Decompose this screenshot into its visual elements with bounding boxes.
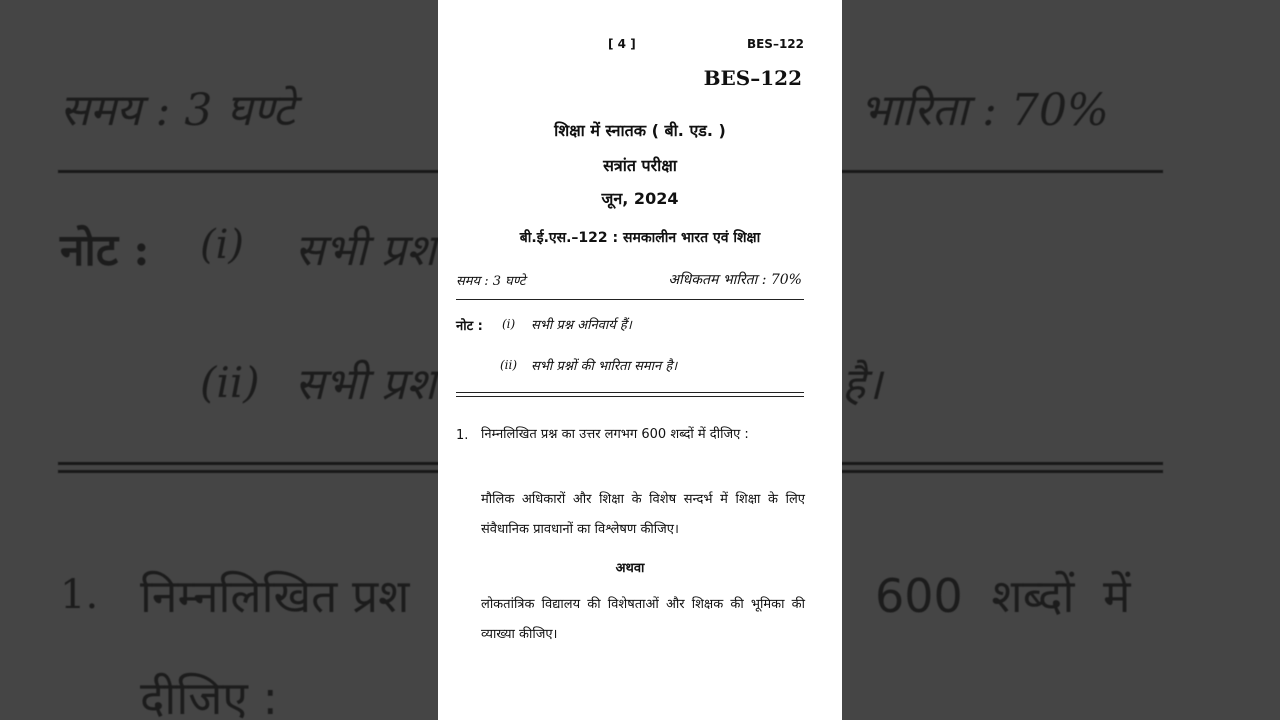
paper-code: BES–122 [703,66,802,90]
notes-divider-bottom [456,396,804,397]
bg-question-words: 600 शब्दों में [875,569,1131,623]
bg-weightage-text: भारिता : 70% [860,85,1109,136]
course-title: बी.ई.एस.–122 : समकालीन भारत एवं शिक्षा [519,230,761,246]
bg-note-ii-number: (ii) [200,358,260,407]
time-allowed: समय : 3 घण्टे [456,274,526,289]
maximum-weightage: अधिकतम भारिता : 70% [668,272,802,288]
note-i-text: सभी प्रश्न अनिवार्य हैं। [531,318,632,333]
question-number: 1. [456,428,469,443]
bg-note-label: नोट : [60,225,150,276]
bg-time-text: समय : 3 घण्टे [60,85,295,136]
header-divider [456,299,804,300]
bg-note-ii-end: है। [842,359,883,410]
note-label: नोट : [456,319,483,334]
bg-note-i-text: सभी प्रश [295,225,437,276]
note-ii-text: सभी प्रश्नों की भारिता समान है। [531,359,678,374]
note-ii-number: (ii) [500,358,518,372]
bg-question-number: 1. [60,572,99,618]
note-i-number: (i) [502,317,516,331]
or-separator: अथवा [615,561,645,576]
question-body: मौलिक अधिकारों और शिक्षा के विशेष सन्दर्भ में शिक्षा के लिए संवैधानिक प्रावधानों का विश्लेषण कीजिए। [481,492,805,537]
question-intro: निम्नलिखित प्रश्न का उत्तर लगभग 600 शब्दों में दीजिए : [481,427,749,442]
exam-session: जून, 2024 [601,189,679,208]
bg-question-text: निम्नलिखित प्रश [140,569,410,623]
exam-paper [438,0,842,720]
degree-title: शिक्षा में स्नातक ( बी. एड. ) [554,121,726,140]
bg-note-ii-text: सभी प्रश [295,359,437,410]
question-alternative: लोकतांत्रिक विद्यालय की विशेषताओं और शिक्षक की भूमिका की व्याख्या कीजिए। [481,597,805,642]
page-number: [ 4 ] [608,37,636,51]
bg-question-continuation: दीजिए : [140,671,278,720]
notes-divider-top [456,392,804,393]
exam-title: सत्रांत परीक्षा [603,156,677,175]
paper-code-small: BES–122 [746,37,804,51]
bg-note-i-number: (i) [200,222,245,268]
